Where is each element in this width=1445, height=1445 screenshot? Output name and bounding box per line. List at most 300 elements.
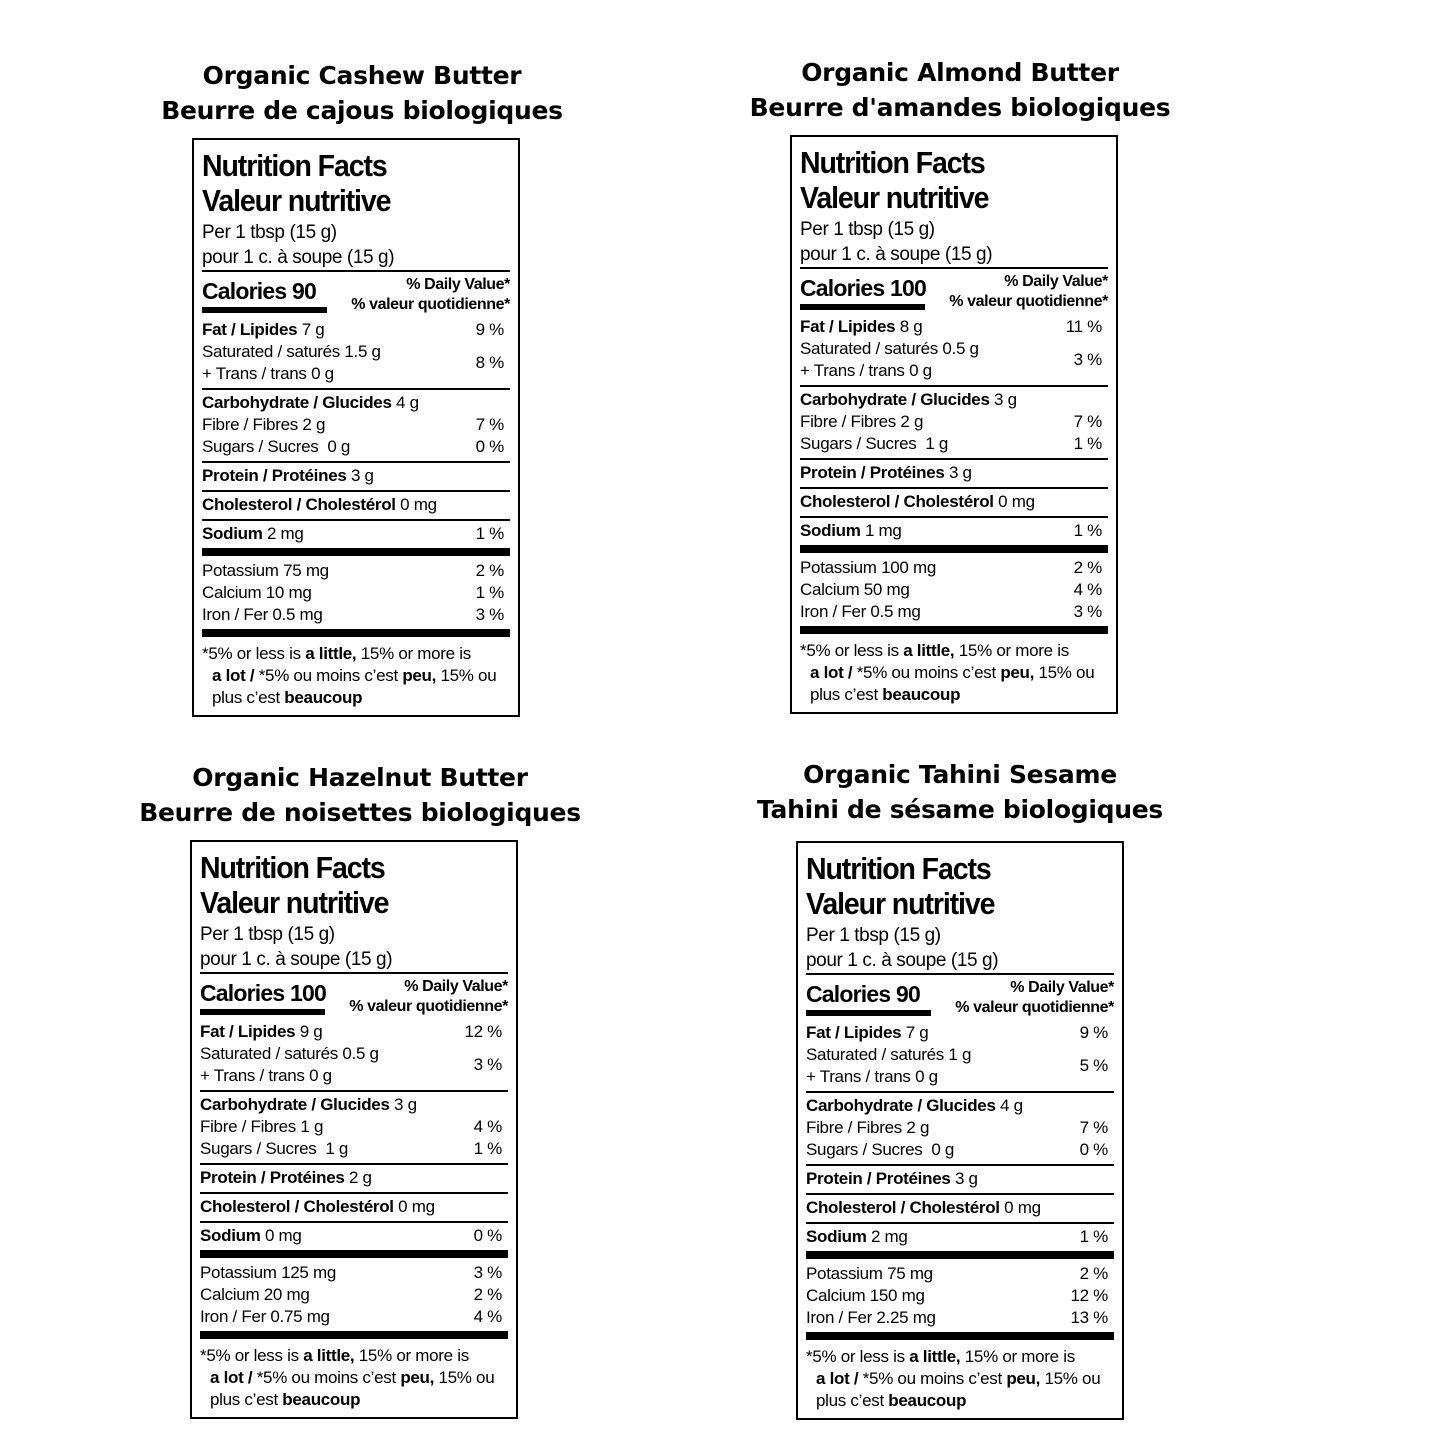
carb-label: Carbohydrate / Glucides bbox=[202, 393, 392, 412]
calcium-label: Calcium 20 mg bbox=[200, 1285, 310, 1304]
foot-text: plus c’est bbox=[810, 685, 883, 704]
saturated-label: Saturated / saturés bbox=[200, 1044, 338, 1063]
sugars-row bbox=[200, 1138, 508, 1160]
dv-fr: % valeur quotidienne* bbox=[955, 999, 1114, 1016]
saturated-label: Saturated / saturés bbox=[806, 1045, 944, 1064]
calcium-dv: 12 % bbox=[1070, 1286, 1108, 1305]
serving-size bbox=[806, 923, 1114, 973]
fibre-row bbox=[800, 411, 1108, 433]
foot-text-bold: peu, bbox=[400, 1368, 435, 1387]
dv-fr: % valeur quotidienne* bbox=[349, 998, 508, 1015]
thick-divider bbox=[202, 629, 510, 637]
iron-row bbox=[200, 1306, 508, 1328]
foot-text: *5% ou moins c’est bbox=[856, 663, 1001, 682]
fat-row bbox=[800, 316, 1108, 338]
foot-text: 15% ou bbox=[1040, 1369, 1101, 1388]
fibre-dv: 7 % bbox=[1079, 1118, 1108, 1137]
protein-row bbox=[800, 462, 1108, 484]
iron-label: Iron / Fer 2.25 mg bbox=[806, 1308, 936, 1327]
potassium-label: Potassium 75 mg bbox=[202, 561, 329, 580]
sugars-row bbox=[202, 436, 510, 458]
fibre-label: Fibre / Fibres bbox=[800, 412, 896, 431]
fat-label: Fat / Lipides bbox=[202, 320, 298, 339]
sodium-row bbox=[202, 523, 510, 545]
fibre-amount: 2 g bbox=[302, 415, 326, 434]
protein-amount: 3 g bbox=[954, 1169, 978, 1188]
foot-text-bold: peu, bbox=[1000, 663, 1035, 682]
sugars-amount: 1 g bbox=[920, 434, 949, 453]
fat-row bbox=[202, 319, 510, 341]
cholesterol-label: Cholesterol / Cholestérol bbox=[202, 495, 396, 514]
sodium-label: Sodium bbox=[200, 1226, 261, 1245]
serving-fr: pour 1 c. à soupe (15 g) bbox=[800, 244, 993, 265]
sodium-label: Sodium bbox=[800, 521, 861, 540]
thick-divider bbox=[200, 1331, 508, 1339]
nutrition-facts-table bbox=[796, 841, 1124, 1420]
product-title-fr: Tahini de sésame biologiques bbox=[757, 795, 1163, 824]
foot-text: plus c’est bbox=[210, 1390, 283, 1409]
iron-label: Iron / Fer 0.5 mg bbox=[800, 602, 921, 621]
fibre-dv: 7 % bbox=[475, 415, 504, 434]
divider bbox=[800, 267, 1108, 269]
sodium-dv: 1 % bbox=[1079, 1227, 1108, 1246]
calories-row bbox=[800, 272, 1108, 312]
foot-text: 15% ou bbox=[1034, 663, 1095, 682]
iron-row bbox=[806, 1307, 1114, 1329]
product-title-en: Organic Tahini Sesame bbox=[803, 760, 1117, 789]
sodium-section bbox=[200, 1223, 508, 1250]
fat-dv: 9 % bbox=[1079, 1023, 1108, 1042]
serving-en: Per 1 tbsp (15 g) bbox=[202, 222, 337, 243]
divider bbox=[200, 972, 508, 974]
serving-en: Per 1 tbsp (15 g) bbox=[200, 924, 335, 945]
foot-text: plus c’est bbox=[816, 1391, 889, 1410]
carb-amount: 4 g bbox=[396, 393, 419, 412]
heading-fr: Valeur nutritive bbox=[200, 885, 389, 920]
sugars-amount: 1 g bbox=[320, 1139, 349, 1158]
calories-value: Calories 90 bbox=[806, 981, 920, 1007]
thick-divider bbox=[200, 1250, 508, 1258]
trans-label: + Trans / trans bbox=[806, 1067, 911, 1086]
dv-en: % Daily Value* bbox=[1004, 273, 1108, 290]
iron-dv: 3 % bbox=[1073, 602, 1102, 621]
fat-amount: 8 g bbox=[899, 317, 923, 336]
carb-label: Carbohydrate / Glucides bbox=[200, 1095, 390, 1114]
cholesterol-amount: 0 mg bbox=[400, 495, 437, 514]
protein-section bbox=[800, 460, 1108, 487]
fat-amount: 7 g bbox=[905, 1023, 929, 1042]
iron-label: Iron / Fer 0.5 mg bbox=[202, 605, 323, 624]
potassium-label: Potassium 125 mg bbox=[200, 1263, 336, 1282]
saturated-trans-row bbox=[806, 1044, 1114, 1091]
dv-fr: % valeur quotidienne* bbox=[351, 296, 510, 313]
iron-dv: 3 % bbox=[475, 605, 504, 624]
thick-divider bbox=[202, 548, 510, 556]
dv-en: % Daily Value* bbox=[1010, 979, 1114, 996]
fat-dv: 9 % bbox=[475, 320, 504, 339]
potassium-label: Potassium 75 mg bbox=[806, 1264, 933, 1283]
sugars-amount: 0 g bbox=[926, 1140, 955, 1159]
foot-text: *5% ou moins c’est bbox=[862, 1369, 1007, 1388]
calcium-label: Calcium 150 mg bbox=[806, 1286, 925, 1305]
calories-bar bbox=[800, 304, 925, 310]
calcium-dv: 4 % bbox=[1073, 580, 1102, 599]
daily-value-heading bbox=[955, 978, 1114, 1018]
fat-amount: 9 g bbox=[299, 1022, 323, 1041]
sugars-label: Sugars / Sucres bbox=[200, 1139, 317, 1158]
foot-text: 15% or more is bbox=[954, 641, 1069, 660]
cholesterol-amount: 0 mg bbox=[998, 492, 1035, 511]
calcium-row bbox=[202, 582, 510, 604]
thick-divider bbox=[806, 1251, 1114, 1259]
calories-bar bbox=[806, 1010, 931, 1016]
nutrition-facts-heading bbox=[806, 851, 1089, 921]
protein-label: Protein / Protéines bbox=[202, 466, 347, 485]
cholesterol-label: Cholesterol / Cholestérol bbox=[800, 492, 994, 511]
nutrition-facts-table bbox=[790, 135, 1118, 714]
fibre-dv: 7 % bbox=[1073, 412, 1102, 431]
calories-bar bbox=[200, 1009, 325, 1015]
carbohydrate-section bbox=[202, 390, 510, 461]
sugars-label: Sugars / Sucres bbox=[806, 1140, 923, 1159]
foot-text-bold: a little, bbox=[305, 644, 357, 663]
calories-bar bbox=[202, 307, 327, 313]
saturated-amount: 1.5 g bbox=[344, 342, 381, 361]
product-title-fr: Beurre de noisettes biologiques bbox=[139, 798, 581, 827]
foot-text-bold: a little, bbox=[903, 641, 955, 660]
iron-row bbox=[202, 604, 510, 626]
sodium-amount: 2 mg bbox=[870, 1227, 908, 1246]
protein-row bbox=[806, 1168, 1114, 1190]
foot-text-bold: peu, bbox=[1006, 1369, 1041, 1388]
protein-label: Protein / Protéines bbox=[200, 1168, 345, 1187]
fat-section bbox=[806, 1018, 1114, 1091]
sodium-section bbox=[806, 1224, 1114, 1251]
protein-label: Protein / Protéines bbox=[800, 463, 945, 482]
footnote bbox=[800, 634, 1108, 706]
serving-size bbox=[202, 220, 510, 270]
calcium-label: Calcium 10 mg bbox=[202, 583, 312, 602]
calcium-row bbox=[200, 1284, 508, 1306]
nutrition-facts-heading bbox=[202, 148, 485, 218]
cholesterol-label: Cholesterol / Cholestérol bbox=[200, 1197, 394, 1216]
potassium-row bbox=[806, 1263, 1114, 1285]
nutrition-facts-table bbox=[192, 138, 520, 717]
nutrition-facts-heading bbox=[200, 850, 483, 920]
carbohydrate-row bbox=[800, 389, 1108, 411]
fat-section bbox=[200, 1017, 508, 1090]
potassium-dv: 2 % bbox=[1079, 1264, 1108, 1283]
heading-en: Nutrition Facts bbox=[202, 148, 387, 183]
dv-en: % Daily Value* bbox=[406, 276, 510, 293]
fat-dv: 11 % bbox=[1065, 317, 1102, 336]
product-panel-3 bbox=[680, 757, 1240, 1420]
daily-value-heading bbox=[351, 275, 510, 315]
foot-text: *5% ou moins c’est bbox=[256, 1368, 401, 1387]
calories-value: Calories 100 bbox=[200, 980, 326, 1006]
thick-divider bbox=[806, 1332, 1114, 1340]
product-title bbox=[80, 760, 640, 830]
sodium-row bbox=[806, 1226, 1114, 1248]
calcium-row bbox=[806, 1285, 1114, 1307]
calories-row bbox=[202, 275, 510, 315]
cholesterol-row bbox=[806, 1197, 1114, 1219]
foot-text-bold: beaucoup bbox=[282, 1390, 361, 1409]
foot-text: 15% or more is bbox=[960, 1347, 1075, 1366]
cholesterol-row bbox=[202, 494, 510, 516]
dv-en: % Daily Value* bbox=[404, 978, 508, 995]
foot-text-bold: a lot / bbox=[212, 666, 259, 685]
trans-amount: 0 g bbox=[915, 1067, 938, 1086]
saturated-amount: 1 g bbox=[948, 1045, 972, 1064]
fat-row bbox=[806, 1022, 1114, 1044]
iron-dv: 4 % bbox=[473, 1307, 502, 1326]
potassium-row bbox=[200, 1262, 508, 1284]
foot-text: plus c’est bbox=[212, 688, 285, 707]
sodium-amount: 2 mg bbox=[266, 524, 304, 543]
foot-text: *5% or less is bbox=[200, 1346, 304, 1365]
foot-text-bold: a lot / bbox=[816, 1369, 863, 1388]
fibre-row bbox=[202, 414, 510, 436]
serving-fr: pour 1 c. à soupe (15 g) bbox=[200, 949, 393, 970]
foot-text-bold: peu, bbox=[402, 666, 437, 685]
potassium-row bbox=[202, 560, 510, 582]
fibre-label: Fibre / Fibres bbox=[200, 1117, 296, 1136]
cholesterol-row bbox=[800, 491, 1108, 513]
product-title-en: Organic Cashew Butter bbox=[202, 61, 522, 90]
footnote bbox=[806, 1340, 1114, 1412]
carbohydrate-row bbox=[806, 1095, 1114, 1117]
calcium-dv: 2 % bbox=[473, 1285, 502, 1304]
foot-text-bold: a little, bbox=[303, 1346, 355, 1365]
heading-en: Nutrition Facts bbox=[806, 851, 991, 886]
cholesterol-section bbox=[202, 492, 510, 519]
product-title bbox=[680, 55, 1240, 125]
foot-text: 15% or more is bbox=[356, 644, 471, 663]
protein-section bbox=[806, 1166, 1114, 1193]
minerals-section bbox=[800, 553, 1108, 626]
sugars-row bbox=[800, 433, 1108, 455]
thick-divider bbox=[800, 626, 1108, 634]
saturated-trans-dv: 3 % bbox=[1073, 350, 1102, 369]
dv-fr: % valeur quotidienne* bbox=[949, 293, 1108, 310]
carbohydrate-row bbox=[202, 392, 510, 414]
foot-text-bold: beaucoup bbox=[284, 688, 363, 707]
foot-text: 15% ou bbox=[434, 1368, 495, 1387]
heading-en: Nutrition Facts bbox=[200, 850, 385, 885]
calories-row bbox=[806, 978, 1114, 1018]
fat-label: Fat / Lipides bbox=[800, 317, 896, 336]
sodium-dv: 0 % bbox=[473, 1226, 502, 1245]
fat-section bbox=[800, 312, 1108, 385]
fibre-amount: 2 g bbox=[900, 412, 924, 431]
heading-fr: Valeur nutritive bbox=[806, 886, 995, 921]
footnote bbox=[202, 637, 510, 709]
product-title-en: Organic Hazelnut Butter bbox=[192, 763, 528, 792]
product-panel-0 bbox=[82, 58, 642, 717]
calcium-row bbox=[800, 579, 1108, 601]
iron-label: Iron / Fer 0.75 mg bbox=[200, 1307, 330, 1326]
saturated-trans-row bbox=[202, 341, 510, 388]
sugars-dv: 1 % bbox=[473, 1139, 502, 1158]
carb-label: Carbohydrate / Glucides bbox=[800, 390, 990, 409]
cholesterol-row bbox=[200, 1196, 508, 1218]
fibre-row bbox=[200, 1116, 508, 1138]
foot-text: 15% ou bbox=[436, 666, 497, 685]
calories-row bbox=[200, 977, 508, 1017]
minerals-section bbox=[202, 556, 510, 629]
footnote bbox=[200, 1339, 508, 1411]
trans-amount: 0 g bbox=[909, 361, 932, 380]
protein-row bbox=[202, 465, 510, 487]
cholesterol-section bbox=[200, 1194, 508, 1221]
product-title-en: Organic Almond Butter bbox=[801, 58, 1119, 87]
sodium-row bbox=[200, 1225, 508, 1247]
cholesterol-section bbox=[806, 1195, 1114, 1222]
fat-section bbox=[202, 315, 510, 388]
divider bbox=[806, 973, 1114, 975]
sugars-label: Sugars / Sucres bbox=[202, 437, 319, 456]
protein-label: Protein / Protéines bbox=[806, 1169, 951, 1188]
cholesterol-amount: 0 mg bbox=[1004, 1198, 1041, 1217]
thick-divider bbox=[800, 545, 1108, 553]
foot-text-bold: a lot / bbox=[810, 663, 857, 682]
calories-value: Calories 90 bbox=[202, 278, 316, 304]
saturated-trans-row bbox=[200, 1043, 508, 1090]
fat-amount: 7 g bbox=[301, 320, 325, 339]
sugars-dv: 0 % bbox=[475, 437, 504, 456]
heading-en: Nutrition Facts bbox=[800, 145, 985, 180]
sodium-label: Sodium bbox=[806, 1227, 867, 1246]
carbohydrate-section bbox=[800, 387, 1108, 458]
potassium-label: Potassium 100 mg bbox=[800, 558, 936, 577]
serving-fr: pour 1 c. à soupe (15 g) bbox=[202, 247, 395, 268]
potassium-row bbox=[800, 557, 1108, 579]
fat-row bbox=[200, 1021, 508, 1043]
fibre-dv: 4 % bbox=[473, 1117, 502, 1136]
sodium-label: Sodium bbox=[202, 524, 263, 543]
product-title bbox=[680, 757, 1240, 827]
foot-text: *5% or less is bbox=[202, 644, 306, 663]
saturated-amount: 0.5 g bbox=[342, 1044, 379, 1063]
product-title-fr: Beurre d'amandes biologiques bbox=[749, 93, 1171, 122]
sodium-amount: 0 mg bbox=[264, 1226, 302, 1245]
trans-label: + Trans / trans bbox=[800, 361, 905, 380]
sugars-label: Sugars / Sucres bbox=[800, 434, 917, 453]
foot-text-bold: a little, bbox=[909, 1347, 961, 1366]
fat-label: Fat / Lipides bbox=[200, 1022, 296, 1041]
product-title-fr: Beurre de cajous biologiques bbox=[161, 96, 563, 125]
sugars-dv: 1 % bbox=[1073, 434, 1102, 453]
protein-amount: 2 g bbox=[348, 1168, 372, 1187]
saturated-label: Saturated / saturés bbox=[202, 342, 340, 361]
fat-label: Fat / Lipides bbox=[806, 1023, 902, 1042]
fibre-amount: 1 g bbox=[300, 1117, 324, 1136]
calories-value: Calories 100 bbox=[800, 275, 926, 301]
protein-section bbox=[200, 1165, 508, 1192]
fibre-label: Fibre / Fibres bbox=[202, 415, 298, 434]
cholesterol-amount: 0 mg bbox=[398, 1197, 435, 1216]
sugars-amount: 0 g bbox=[322, 437, 351, 456]
iron-row bbox=[800, 601, 1108, 623]
saturated-trans-dv: 8 % bbox=[475, 353, 504, 372]
protein-section bbox=[202, 463, 510, 490]
product-panel-2 bbox=[80, 760, 640, 1419]
calcium-label: Calcium 50 mg bbox=[800, 580, 910, 599]
serving-fr: pour 1 c. à soupe (15 g) bbox=[806, 950, 999, 971]
cholesterol-section bbox=[800, 489, 1108, 516]
product-title bbox=[82, 58, 642, 128]
heading-fr: Valeur nutritive bbox=[800, 180, 989, 215]
foot-text: *5% ou moins c’est bbox=[258, 666, 403, 685]
saturated-amount: 0.5 g bbox=[942, 339, 979, 358]
foot-text-bold: beaucoup bbox=[888, 1391, 967, 1410]
carbohydrate-row bbox=[200, 1094, 508, 1116]
sodium-section bbox=[800, 518, 1108, 545]
serving-en: Per 1 tbsp (15 g) bbox=[800, 219, 935, 240]
sodium-row bbox=[800, 520, 1108, 542]
sugars-dv: 0 % bbox=[1079, 1140, 1108, 1159]
foot-text: *5% or less is bbox=[800, 641, 904, 660]
carb-amount: 3 g bbox=[394, 1095, 417, 1114]
protein-amount: 3 g bbox=[350, 466, 374, 485]
trans-label: + Trans / trans bbox=[200, 1066, 305, 1085]
nutrition-facts-heading bbox=[800, 145, 1083, 215]
potassium-dv: 2 % bbox=[475, 561, 504, 580]
trans-label: + Trans / trans bbox=[202, 364, 307, 383]
saturated-trans-dv: 3 % bbox=[473, 1055, 502, 1074]
daily-value-heading bbox=[349, 977, 508, 1017]
nutrition-facts-table bbox=[190, 840, 518, 1419]
minerals-section bbox=[200, 1258, 508, 1331]
sodium-section bbox=[202, 521, 510, 548]
saturated-trans-dv: 5 % bbox=[1079, 1056, 1108, 1075]
sodium-dv: 1 % bbox=[1073, 521, 1102, 540]
serving-size bbox=[800, 217, 1108, 267]
daily-value-heading bbox=[949, 272, 1108, 312]
iron-dv: 13 % bbox=[1070, 1308, 1108, 1327]
carbohydrate-section bbox=[806, 1093, 1114, 1164]
minerals-section bbox=[806, 1259, 1114, 1332]
sodium-dv: 1 % bbox=[475, 524, 504, 543]
fibre-row bbox=[806, 1117, 1114, 1139]
trans-amount: 0 g bbox=[311, 364, 334, 383]
foot-text-bold: a lot / bbox=[210, 1368, 257, 1387]
saturated-trans-row bbox=[800, 338, 1108, 385]
heading-fr: Valeur nutritive bbox=[202, 183, 391, 218]
fibre-label: Fibre / Fibres bbox=[806, 1118, 902, 1137]
serving-en: Per 1 tbsp (15 g) bbox=[806, 925, 941, 946]
cholesterol-label: Cholesterol / Cholestérol bbox=[806, 1198, 1000, 1217]
protein-row bbox=[200, 1167, 508, 1189]
potassium-dv: 3 % bbox=[473, 1263, 502, 1282]
sodium-amount: 1 mg bbox=[864, 521, 902, 540]
carb-amount: 4 g bbox=[1000, 1096, 1023, 1115]
potassium-dv: 2 % bbox=[1073, 558, 1102, 577]
fat-dv: 12 % bbox=[464, 1022, 502, 1041]
sugars-row bbox=[806, 1139, 1114, 1161]
foot-text-bold: beaucoup bbox=[882, 685, 961, 704]
carb-label: Carbohydrate / Glucides bbox=[806, 1096, 996, 1115]
carbohydrate-section bbox=[200, 1092, 508, 1163]
saturated-label: Saturated / saturés bbox=[800, 339, 938, 358]
carb-amount: 3 g bbox=[994, 390, 1017, 409]
serving-size bbox=[200, 922, 508, 972]
calcium-dv: 1 % bbox=[475, 583, 504, 602]
protein-amount: 3 g bbox=[948, 463, 972, 482]
divider bbox=[202, 270, 510, 272]
trans-amount: 0 g bbox=[309, 1066, 332, 1085]
